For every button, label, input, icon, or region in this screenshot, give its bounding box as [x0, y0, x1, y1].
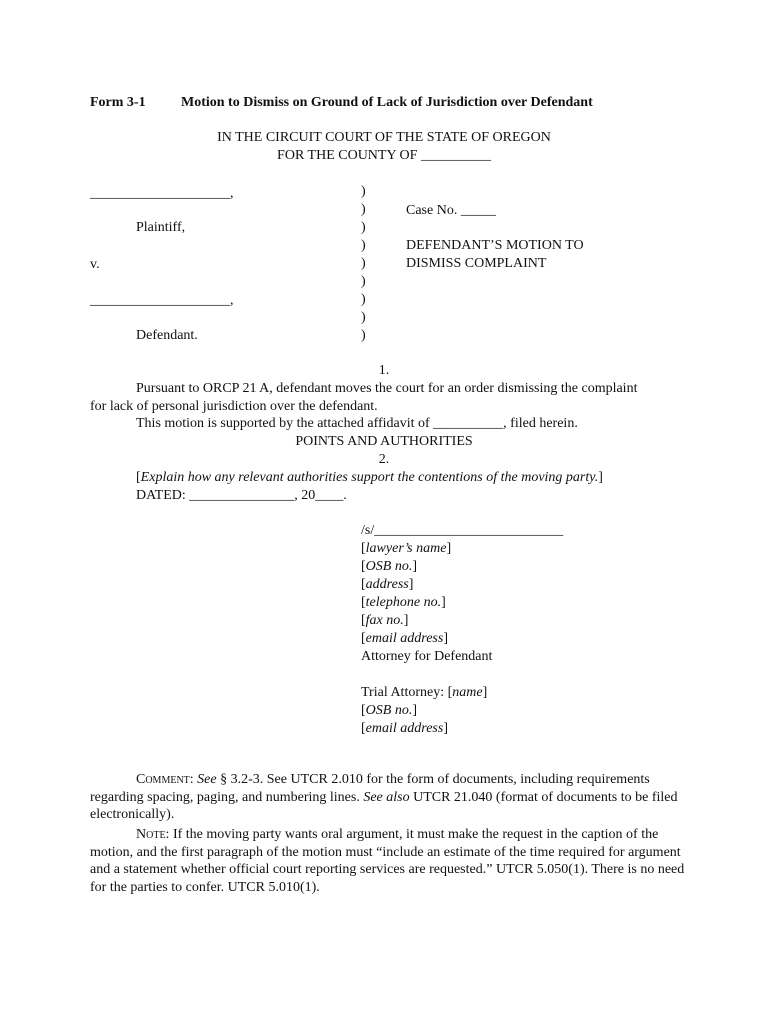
- trial-email-line: [email address]: [361, 721, 448, 736]
- note-text: If the moving party wants oral argument, it must make the request in the caption of the motion, and the first paragraph of the motion must “include an estimate of the time required for argument and a statement whether official court reporting services are requested.” UTCR 5.050(1). There is no need for the parties to confer. UTCR 5.010(1).: [90, 827, 685, 895]
- caption-bracket: ): [361, 328, 366, 343]
- caption-bracket: ): [361, 292, 366, 307]
- bracket-open: [: [136, 470, 141, 485]
- paragraph-number-2: 2.: [378, 452, 390, 467]
- caption-bracket: ): [361, 256, 366, 271]
- paragraph-number-1: 1.: [378, 363, 390, 378]
- comment-label: Comment:: [136, 772, 194, 787]
- plaintiff-label: Plaintiff,: [136, 220, 186, 235]
- telephone-line: [telephone no.]: [361, 595, 446, 610]
- trial-osb-line: [OSB no.]: [361, 703, 418, 718]
- points-heading: POINTS AND AUTHORITIES: [295, 434, 473, 449]
- caption-bracket-column: [361, 183, 366, 345]
- lawyer-name-line: [lawyer’s name]: [361, 541, 452, 556]
- paragraph-1-line2: for lack of personal jurisdiction over the defendant.: [90, 399, 378, 414]
- bracket-close: ]: [598, 470, 603, 485]
- paragraph-2-text: Explain how any relevant authorities support the contentions of the moving party.: [140, 470, 599, 485]
- fax-line: [fax no.]: [361, 613, 409, 628]
- email-line: [email address]: [361, 631, 448, 646]
- comment-paragraph: [90, 771, 690, 824]
- caption-bracket: ): [361, 220, 366, 235]
- osb-number-line: [OSB no.]: [361, 559, 418, 574]
- comment-text-2: UTCR 21.040 (format of documents to be filed electronically).: [90, 789, 678, 822]
- note-paragraph: [90, 826, 690, 896]
- signature-block: [361, 522, 563, 738]
- trial-attorney-line: Trial Attorney: [name]: [361, 685, 488, 700]
- caption-bracket: ): [361, 202, 366, 217]
- case-number: Case No. _____: [406, 203, 496, 218]
- plaintiff-blank: ____________________,: [90, 186, 234, 201]
- court-county: FOR THE COUNTY OF __________: [277, 148, 491, 163]
- defendant-label: Defendant.: [136, 328, 198, 343]
- paragraph-2: [136, 469, 603, 486]
- form-title: Motion to Dismiss on Ground of Lack of Jurisdiction over Defendant: [181, 95, 593, 110]
- versus-label: v.: [90, 257, 100, 272]
- dated-line: DATED: _______________, 20____.: [136, 488, 347, 503]
- address-line: [address]: [361, 577, 414, 592]
- note-label: Note:: [136, 827, 170, 842]
- comment-see-also: See also: [363, 789, 410, 805]
- attorney-for-line: Attorney for Defendant: [361, 649, 493, 664]
- caption-bracket: ): [361, 238, 366, 253]
- defendant-blank: ____________________,: [90, 293, 234, 308]
- caption-bracket: ): [361, 274, 366, 289]
- spacer: [361, 666, 563, 684]
- paragraph-1-line3: This motion is supported by the attached affidavit of __________, filed herein.: [136, 416, 578, 431]
- comment-see: See: [197, 772, 217, 787]
- caption-bracket: ): [361, 184, 366, 199]
- signature-line: /s/___________________________: [361, 523, 564, 538]
- document-title-line1: DEFENDANT’S MOTION TO: [406, 238, 584, 253]
- form-number: Form 3-1: [90, 95, 146, 110]
- paragraph-1-line1: Pursuant to ORCP 21 A, defendant moves the court for an order dismissing the complaint: [136, 381, 638, 396]
- court-name: IN THE CIRCUIT COURT OF THE STATE OF OREGON: [217, 130, 551, 145]
- comment-text-1: § 3.2-3. See UTCR 2.010 for the form of documents, including requirements regarding spacing, paging, and numbering lines.: [90, 772, 650, 805]
- document-title-line2: DISMISS COMPLAINT: [406, 256, 547, 271]
- caption-bracket: ): [361, 310, 366, 325]
